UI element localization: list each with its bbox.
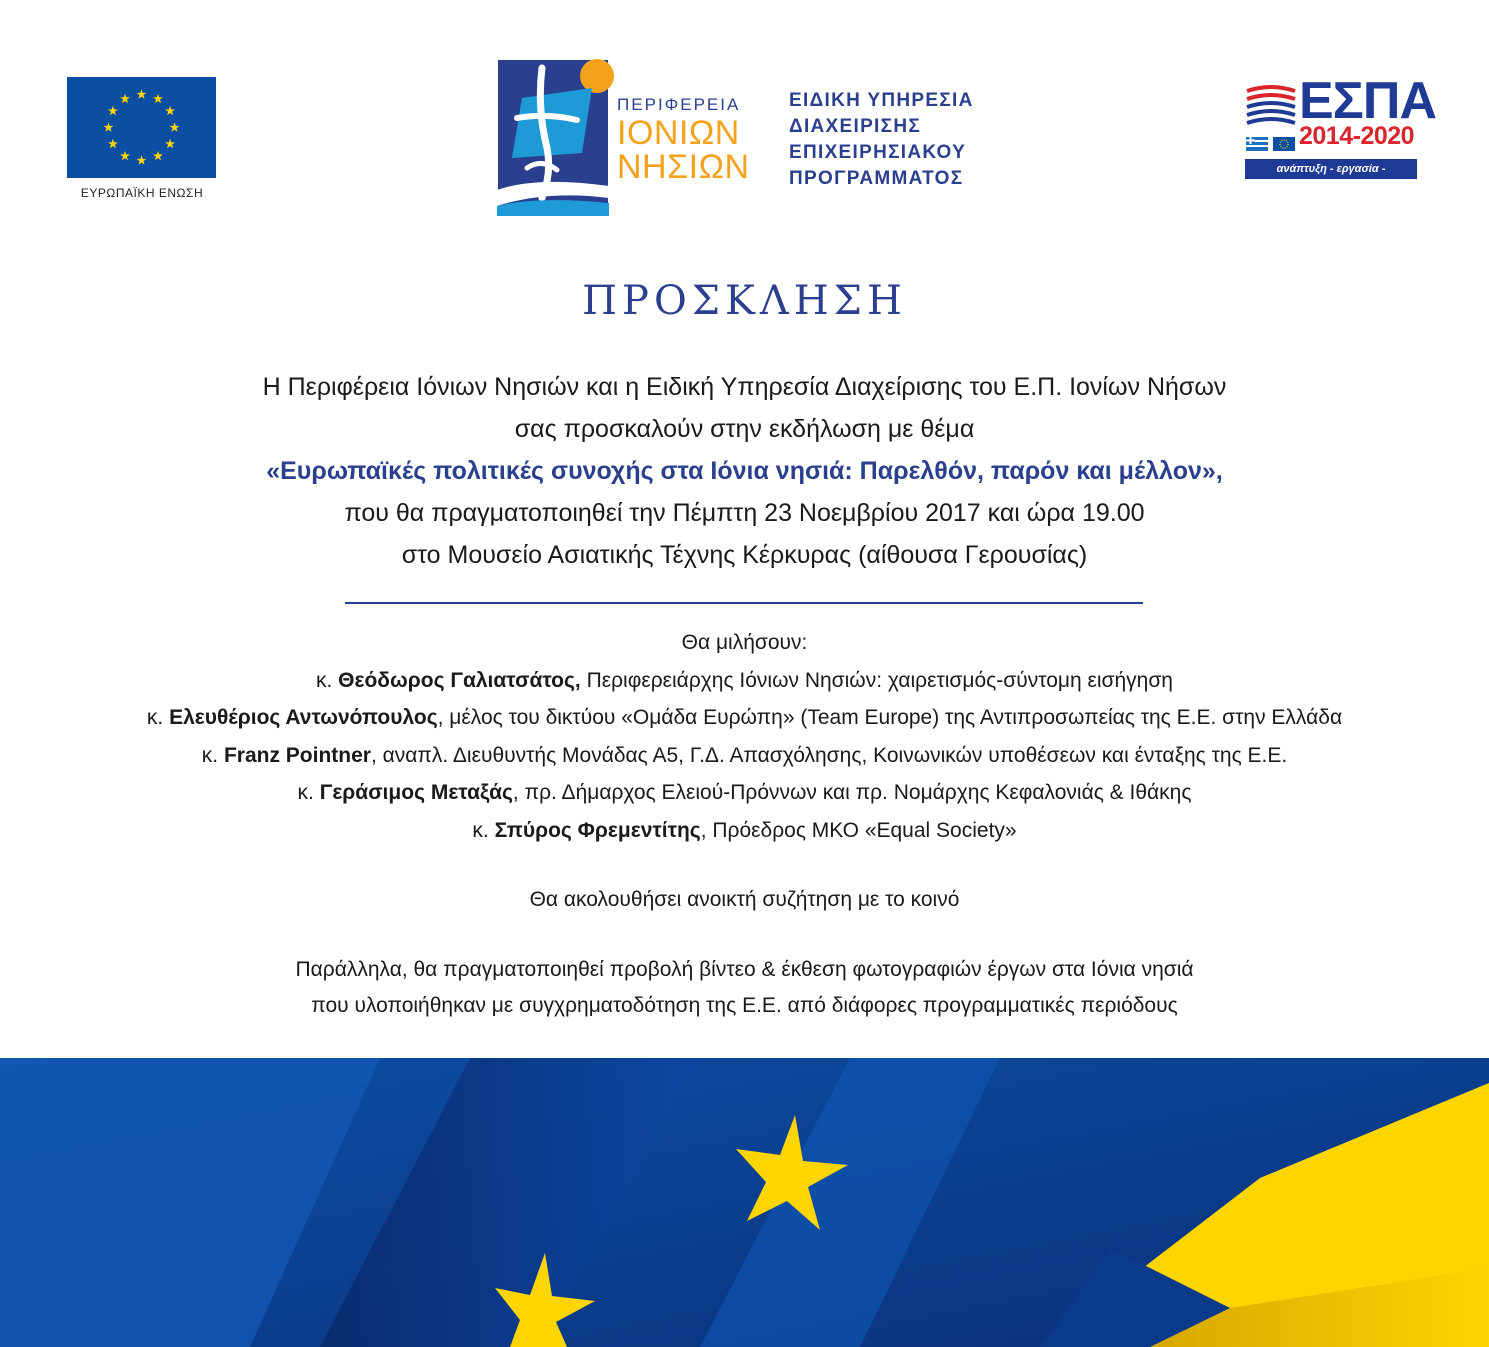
speaker-role: , Πρόεδρος ΜΚΟ «Equal Society» bbox=[700, 818, 1017, 842]
speaker-prefix: κ. bbox=[297, 781, 320, 804]
espa-title: ΕΣΠΑ bbox=[1299, 72, 1436, 130]
speaker-role: Περιφερειάρχης Ιόνιων Νησιών: χαιρετισμός-σύντομη εισήγηση bbox=[580, 668, 1173, 692]
espa-years: 2014-2020 bbox=[1299, 122, 1415, 150]
region-logo bbox=[497, 58, 757, 218]
divider bbox=[345, 602, 1143, 604]
intro-line: σας προσκαλούν στην εκδήλωση με θέμα bbox=[514, 415, 975, 443]
speakers-list bbox=[0, 624, 1489, 849]
agency-line: ΔΙΑΧΕΙΡΙΣΗΣ bbox=[789, 116, 922, 137]
speaker-name: Ελευθέριος Αντωνόπουλος bbox=[169, 706, 438, 729]
speaker-name: Σπύρος Φρεμεντίτης bbox=[494, 818, 701, 842]
eu-logo bbox=[67, 77, 217, 200]
eu-flag-icon bbox=[67, 77, 216, 178]
agency-line: ΠΡΟΓΡΑΜΜΑΤΟΣ bbox=[789, 168, 964, 189]
invitation-intro bbox=[0, 366, 1489, 576]
parallel-events-note bbox=[0, 952, 1489, 1024]
speaker-prefix: κ. bbox=[472, 818, 495, 842]
speaker-role: , μέλος του δικτύου «Ομάδα Ευρώπη» (Team Europe) της Αντιπροσωπείας της Ε.Ε. στην Ελλάδα bbox=[437, 706, 1343, 729]
event-venue: στο Μουσείο Ασιατικής Τέχνης Κέρκυρας (αίθουσα Γερουσίας) bbox=[401, 541, 1088, 569]
region-name-line3: ΝΗΣΙΩΝ bbox=[617, 148, 750, 186]
speaker-row bbox=[0, 774, 1489, 812]
agency-line: ΕΠΙΧΕΙΡΗΣΙΑΚΟΥ bbox=[789, 142, 967, 163]
agency-logo bbox=[789, 88, 1004, 192]
parallel-line: Παράλληλα, θα πραγματοποιηθεί προβολή βίντεο & έκθεση φωτογραφιών έργων στα Ιόνια νησιά bbox=[295, 958, 1194, 981]
intro-line: Η Περιφέρεια Ιόνιων Νησιών και η Ειδική Υπηρεσία Διαχείρισης του Ε.Π. Ιονίων Νήσων bbox=[262, 373, 1227, 401]
espa-waves-icon bbox=[1245, 85, 1297, 129]
speaker-prefix: κ. bbox=[146, 706, 170, 729]
eu-flag-banner bbox=[0, 1058, 1489, 1347]
eu-caption: ΕΥΡΩΠΑΪΚΗ ΕΝΩΣΗ bbox=[80, 186, 204, 200]
speaker-role: , πρ. Δήμαρχος Ελειού-Πρόννων και πρ. Νομάρχης Κεφαλονιάς & Ιθάκης bbox=[512, 781, 1192, 804]
speaker-row bbox=[0, 699, 1489, 737]
speaker-role: , αναπλ. Διευθυντής Μονάδας Α5, Γ.Δ. Απασχόλησης, Κοινωνικών υποθέσεων και ένταξης της Ε.Ε. bbox=[370, 743, 1288, 767]
speaker-name: Θεόδωρος Γαλιατσάτος, bbox=[338, 668, 581, 692]
speaker-row bbox=[0, 737, 1489, 775]
event-topic: «Ευρωπαϊκές πολιτικές συνοχής στα Ιόνια νησιά: Παρελθόν, παρόν και μέλλον», bbox=[266, 457, 1223, 485]
greece-eu-flags-icon bbox=[1246, 137, 1298, 151]
speaker-row bbox=[0, 662, 1489, 700]
region-name-line2: ΙΟΝΙΩΝ bbox=[617, 114, 740, 152]
espa-logo bbox=[1245, 72, 1436, 195]
speaker-row bbox=[0, 812, 1489, 850]
speaker-prefix: κ. bbox=[316, 668, 339, 692]
event-datetime: που θα πραγματοποιηθεί την Πέμπτη 23 Νοεμβρίου 2017 και ώρα 19.00 bbox=[344, 499, 1145, 527]
region-name-line1: ΠΕΡΙΦΕΡΕΙΑ bbox=[617, 95, 741, 114]
espa-tagline: ανάπτυξη - εργασία - αλληλεγγύη bbox=[1245, 159, 1417, 179]
discussion-note: Θα ακολουθήσει ανοικτή συζήτηση με το κοινό bbox=[529, 888, 960, 911]
parallel-line: που υλοποιήθηκαν με συγχρηματοδότηση της Ε.Ε. από διάφορες προγραμματικές περιόδους bbox=[311, 994, 1178, 1017]
speaker-name: Franz Pointner bbox=[223, 743, 371, 767]
invitation-title: ΠΡΟΣΚΛΗΣΗ bbox=[582, 278, 907, 324]
speaker-prefix: κ. bbox=[201, 743, 224, 767]
speakers-heading: Θα μιλήσουν: bbox=[681, 631, 808, 654]
speaker-name: Γεράσιμος Μεταξάς bbox=[319, 781, 513, 804]
agency-line: ΕΙΔΙΚΗ ΥΠΗΡΕΣΙΑ bbox=[789, 90, 974, 111]
region-emblem-icon bbox=[497, 58, 617, 218]
